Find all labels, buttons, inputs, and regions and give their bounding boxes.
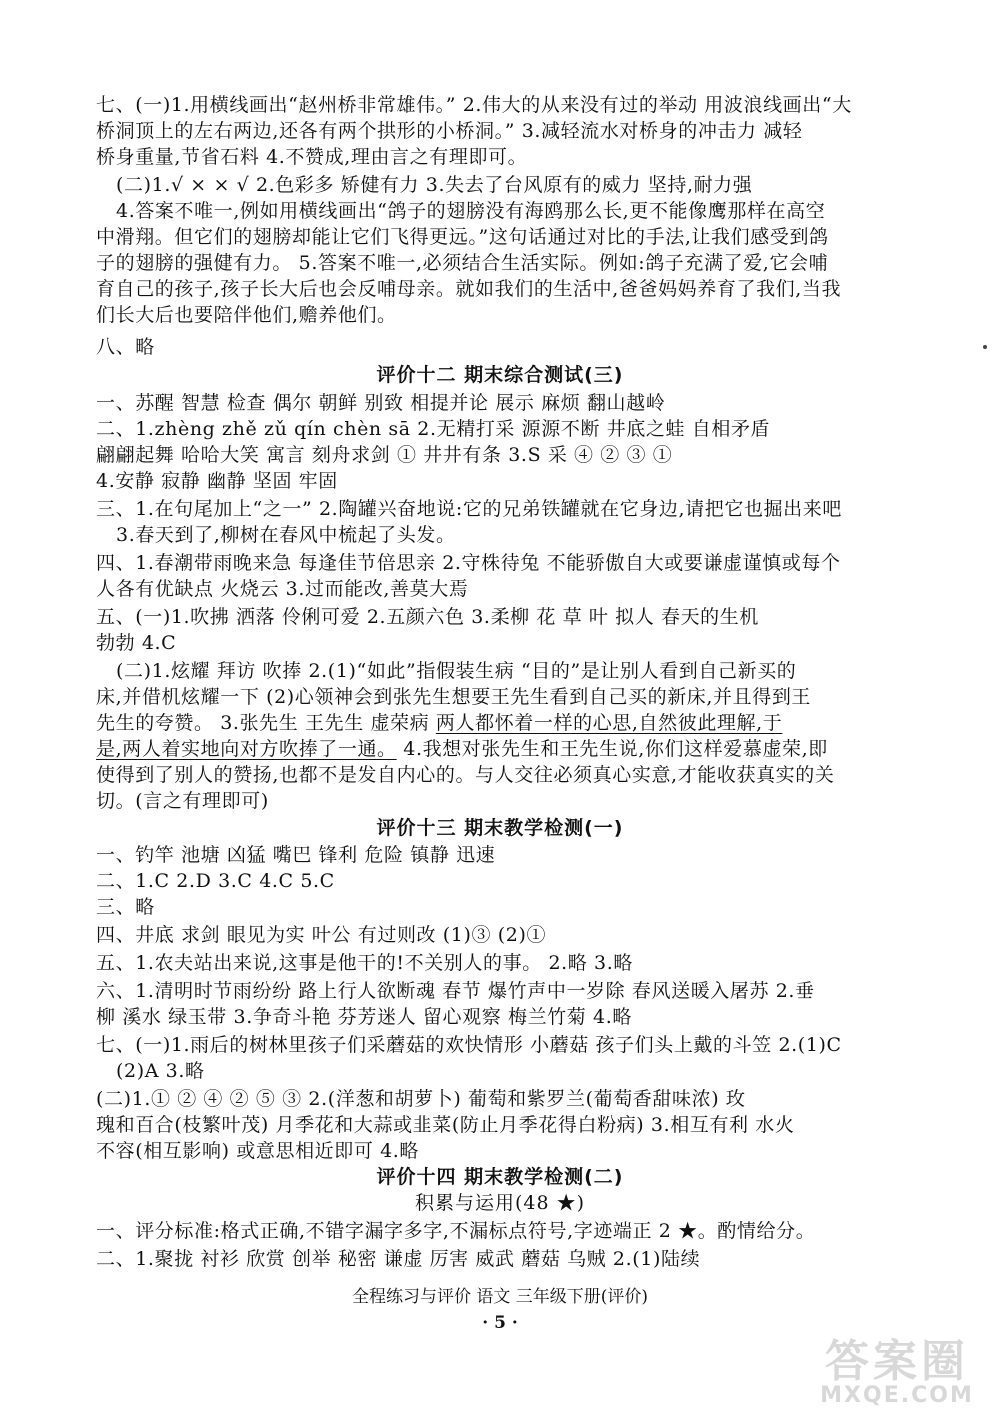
text-line: 4.答案不唯一,例如用横线画出“鸽子的翅膀没有海鸥那么长,更不能像鹰那样在高空 — [116, 200, 826, 222]
underlined-answer: 是,两人着实地向对方吹捧了一通。 — [96, 738, 397, 760]
text-line: 人各有优缺点 火烧云 3.过而能改,善莫大焉 — [96, 578, 469, 600]
text-line: 柳 溪水 绿玉带 3.争奇斗艳 芬芳迷人 留心观察 梅兰竹菊 4.略 — [96, 1006, 632, 1028]
text-line: 四、1.春潮带雨晚来急 每逢佳节倍思亲 2.守株待兔 不能骄傲自大或要谦虚谨慎或每个 — [96, 552, 841, 574]
underlined-answer: 两人都怀着一样的心思,自然彼此理解,于 — [435, 712, 783, 734]
text-line: 一、评分标准:格式正确,不错字漏字多字,不漏标点符号,字迹端正 2 ★。酌情给分。 — [96, 1220, 816, 1242]
text-line: 勃勃 4.C — [96, 632, 177, 654]
text-line: 二、1.zhèng zhě zǔ qín chèn sā 2.无精打采 源源不断 井底之蛙 自相矛盾 — [96, 418, 771, 440]
text-line: 4.安静 寂静 幽静 坚固 牢固 — [96, 470, 338, 492]
text-segment: 先生的夸赞。 3.张先生 王先生 虚荣病 — [96, 712, 436, 734]
section-title: 评价十二 期末综合测试(三) — [376, 364, 624, 386]
text-line: 桥洞顶上的左右两边,还各有两个拱形的小桥洞。” 3.减轻流水对桥身的冲击力 减轻 — [96, 120, 803, 142]
book-title-footer: 全程练习与评价 语文 三年级下册(评价) — [351, 1287, 649, 1307]
text-line: 一、钓竿 池塘 凶猛 嘴巴 锋利 危险 镇静 迅速 — [96, 844, 496, 866]
text-line: 三、1.在句尾加上“之一” 2.陶罐兴奋地说:它的兄弟铁罐就在它身边,请把它也掘出来吧 — [96, 498, 842, 520]
ink-dot — [983, 345, 987, 349]
text-line: (2)A 3.略 — [116, 1060, 205, 1082]
text-line: 翩翩起舞 哈哈大笑 寓言 刻舟求剑 ① 井井有条 3.S 采 ④ ② ③ ① — [96, 444, 673, 466]
text-line: 桥身重量,节省石料 4.不赞成,理由言之有理即可。 — [96, 146, 528, 168]
text-line: 中滑翔。但它们的翅膀却能让它们飞得更远。”这句话通过对比的手法,让我们感受到鸽 — [96, 226, 829, 248]
text-line: 子的翅膀的强健有力。 5.答案不唯一,必须结合生活实际。例如:鸽子充满了爱,它会哺 — [96, 252, 829, 274]
text-line — [96, 736, 916, 762]
text-line: 七、(一)1.用横线画出“赵州桥非常雄伟。” 2.伟大的从来没有过的举动 用波浪线画出“大 — [96, 94, 852, 116]
text-line: 七、(一)1.雨后的树林里孩子们采蘑菇的欢快情形 小蘑菇 孩子们头上戴的斗笠 2.(1)C — [96, 1034, 842, 1056]
site-watermark — [802, 1336, 992, 1409]
text-line: 五、1.农夫站出来说,这事是他干的!不关别人的事。 2.略 3.略 — [96, 952, 633, 974]
section-title: 评价十四 期末教学检测(二) — [376, 1166, 624, 1188]
text-line: 不容(相互影响) 或意思相近即可 4.略 — [96, 1140, 420, 1162]
text-line: 六、1.清明时节雨纷纷 路上行人欲断魂 春节 爆竹声中一岁除 春风送暖入屠苏 2.垂 — [96, 980, 815, 1002]
text-line: 床,并借机炫耀一下 (2)心领神会到张先生想要王先生看到自己买的新床,并且得到王 — [96, 686, 812, 708]
text-line: 八、略 — [96, 336, 155, 358]
text-line: 三、略 — [96, 896, 155, 918]
text-line: 二、1.聚拢 衬衫 欣赏 创举 秘密 谦虚 厉害 威武 蘑菇 乌贼 2.(1)陆续 — [96, 1248, 701, 1270]
text-line: (二)1.炫耀 拜访 吹捧 2.(1)“如此”指假装生病 “目的”是让别人看到自己新买的 — [116, 660, 797, 682]
watermark-logo-text: 答案圈 — [825, 1336, 969, 1387]
text-line: 们长大后也要陪伴他们,赡养他们。 — [96, 304, 397, 326]
text-line: 二、1.C 2.D 3.C 4.C 5.C — [96, 870, 335, 892]
section-title: 评价十三 期末教学检测(一) — [376, 817, 624, 839]
text-line: 切。(言之有理即可) — [96, 790, 269, 812]
text-line: 四、井底 求剑 眼见为实 叶公 有过则改 (1)③ (2)① — [96, 924, 547, 946]
text-line: 五、(一)1.吹拂 洒落 伶俐可爱 2.五颜六色 3.柔柳 花 草 叶 拟人 春天的生机 — [96, 606, 759, 628]
text-segment: 4.我想对张先生和王先生说,你们这样爱慕虚荣,即 — [396, 738, 828, 760]
text-line: 育自己的孩子,孩子长大后也会反哺母亲。就如我们的生活中,爸爸妈妈养育了我们,当我 — [96, 278, 842, 300]
text-line: (二)1.√ × × √ 2.色彩多 矫健有力 3.失去了台风原有的威力 坚持,耐力强 — [116, 174, 753, 196]
text-line: 瑰和百合(枝繁叶茂) 月季花和大蒜或韭菜(防止月季花得白粉病) 3.相互有利 水火 — [96, 1114, 795, 1136]
watermark-url: MXQE.COM — [820, 1383, 974, 1408]
text-line: 3.春天到了,柳树在春风中梳起了头发。 — [116, 524, 456, 546]
text-line: (二)1.① ② ④ ② ⑤ ③ 2.(洋葱和胡萝卜) 葡萄和紫罗兰(葡萄香甜味浓) 玫 — [96, 1088, 746, 1110]
text-line — [96, 710, 916, 736]
page-number: · 5 · — [482, 1313, 518, 1333]
text-line: 一、苏醒 智慧 检查 偶尔 朝鲜 别致 相提并论 展示 麻烦 翻山越岭 — [96, 392, 666, 414]
text-line: 使得到了别人的赞扬,也都不是发自内心的。与人交往必须真心实意,才能收获真实的关 — [96, 764, 835, 786]
section-subtitle: 积累与运用(48 ★) — [414, 1192, 586, 1214]
